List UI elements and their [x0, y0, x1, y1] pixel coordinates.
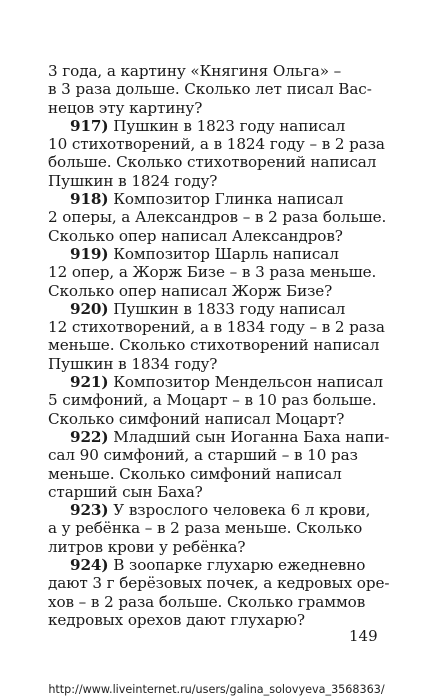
problem-number: 921): [70, 373, 109, 392]
problem-continuation: [48, 62, 383, 117]
text-line: а у ребёнка – в 2 раза меньше. Сколько: [48, 519, 363, 538]
text-line: [48, 300, 383, 318]
text-line: 10 стихотворений, а в 1824 году – в 2 раза: [48, 135, 385, 154]
text-line: [48, 556, 383, 574]
text-line: Пушкин в 1834 году?: [48, 354, 218, 373]
problem-923: [48, 501, 383, 556]
problem-text: Младший сын Иоганна Баха напи-: [108, 427, 390, 446]
text-line: 3 года, а картину «Княгиня Ольга» –: [48, 62, 342, 80]
problem-922: [48, 427, 390, 501]
textbook-page: [48, 62, 390, 629]
problem-number: 919): [70, 244, 109, 263]
text-line: меньше. Сколько симфоний написал: [48, 464, 342, 483]
text-line: 12 стихотворений, а в 1834 году – в 2 раза: [48, 318, 385, 337]
text-line: в 3 раза дольше. Сколько лет писал Вас-: [48, 80, 372, 99]
text-line: старший сын Баха?: [48, 482, 203, 501]
text-line: Пушкин в 1824 году?: [48, 171, 218, 190]
problem-text: Композитор Глинка написал: [108, 190, 344, 209]
text-line: [48, 427, 390, 446]
problem-919: [48, 245, 383, 300]
page-number: 149: [349, 627, 378, 645]
text-line: сал 90 симфоний, а старший – в 10 раз: [48, 446, 358, 465]
text-line: 5 симфоний, а Моцарт – в 10 раз больше.: [48, 391, 377, 410]
text-line: Сколько опер написал Александров?: [48, 226, 343, 245]
text-line: дают 3 г берёзовых почек, а кедровых оре-: [48, 574, 390, 593]
problem-921: [48, 373, 383, 428]
text-line: меньше. Сколько стихотворений написал: [48, 336, 380, 355]
problem-number: 918): [70, 190, 109, 209]
text-line: хов – в 2 раза больше. Сколько граммов: [48, 592, 366, 611]
text-line: нецов эту картину?: [48, 98, 203, 117]
problem-text: Композитор Шарль написал: [108, 244, 339, 263]
text-line: кедровых орехов дают глухарю?: [48, 610, 305, 629]
text-line: литров крови у ребёнка?: [48, 537, 246, 556]
text-line: больше. Сколько стихотворений написал: [48, 153, 377, 172]
problem-text: Пушкин в 1833 году написал: [108, 299, 346, 318]
text-line: [48, 190, 383, 208]
problem-917: [48, 117, 383, 190]
text-line: 12 опер, а Жорж Бизе – в 3 раза меньше.: [48, 263, 377, 282]
problem-number: 922): [70, 427, 109, 446]
source-url-watermark: http://www.liveinternet.ru/users/galina_solovyeva_3568363/: [48, 683, 385, 696]
problem-number: 920): [70, 299, 109, 318]
problem-text: У взрослого человека 6 л крови,: [108, 501, 371, 520]
problem-924: [48, 556, 390, 629]
text-line: Сколько опер написал Жорж Бизе?: [48, 281, 333, 300]
text-line: [48, 501, 383, 519]
problem-number: 923): [70, 501, 109, 520]
text-line: 2 оперы, а Александров – в 2 раза больше.: [48, 208, 387, 227]
problem-text: Пушкин в 1823 году написал: [108, 116, 346, 135]
problem-920: [48, 300, 383, 373]
text-line: Сколько симфоний написал Моцарт?: [48, 409, 345, 428]
problem-text: В зоопарке глухарю ежедневно: [108, 556, 366, 575]
problem-number: 917): [70, 116, 109, 135]
problem-number: 924): [70, 556, 109, 575]
text-line: [48, 117, 383, 135]
text-line: [48, 245, 383, 263]
text-line: [48, 373, 383, 391]
problem-text: Композитор Мендельсон написал: [108, 373, 383, 392]
problem-918: [48, 190, 387, 245]
